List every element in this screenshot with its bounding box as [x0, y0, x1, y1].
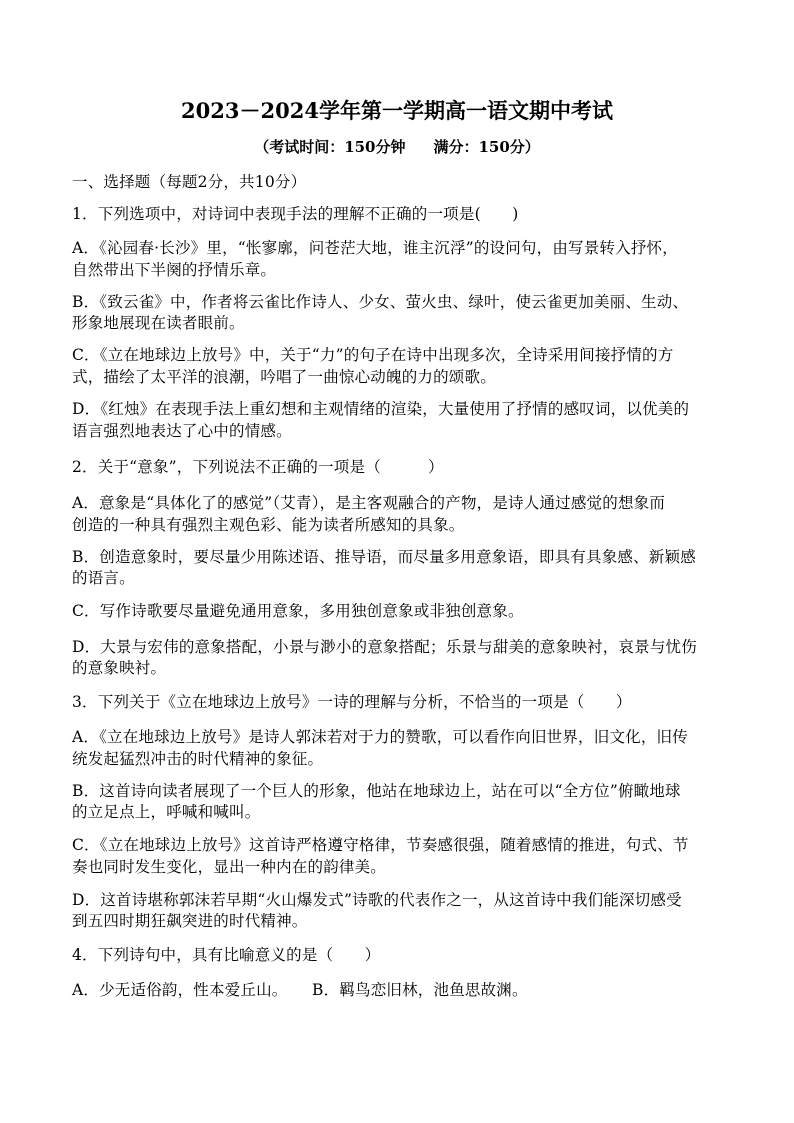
- option-a: 统发起猛烈冲击的时代精神的象征。: [72, 750, 324, 768]
- exam-title: 2023－2024学年第一学期高一语文期中考试: [181, 98, 613, 123]
- option-d: 语言强烈地表达了心中的情感。: [72, 422, 292, 440]
- section-heading: 一、选择题（每题2分，共10分）: [72, 173, 307, 191]
- option-b: B．《致云雀》中，作者将云雀比作诗人、少女、萤火虫、绿叶，使云雀更加美丽、生动、: [72, 293, 689, 311]
- full-score: 满分：150分）: [433, 138, 540, 156]
- question-stem: 1．下列选项中，对诗词中表现手法的理解不正确的一项是( ): [72, 205, 519, 223]
- option-d: 到五四时期狂飙突进的时代精神。: [72, 912, 308, 930]
- option-d: D．大景与宏伟的意象搭配，小景与渺小的意象搭配；乐景与甜美的意象映衬，哀景与忧伤: [72, 638, 697, 656]
- option-d: D．这首诗堪称郭沫若早期“火山爆发式”诗歌的代表作之一，从这首诗中我们能深切感受: [72, 891, 682, 909]
- option-d: D．《红烛》在表现手法上重幻想和主观情绪的渲染，大量使用了抒情的感叹词，以优美的: [72, 400, 690, 418]
- option-b: B．羁鸟恋旧林，池鱼思故渊。: [312, 981, 528, 999]
- option-b: B．这首诗向读者展现了一个巨人的形象，他站在地球边上，站在可以“全方位”俯瞰地球: [72, 782, 681, 800]
- option-c: 奏也同时发生变化，显出一种内在的韵律美。: [72, 858, 387, 876]
- option-c: C．《立在地球边上放号》中，关于“力”的句子在诗中出现多次，全诗采用间接抒情的方: [72, 346, 674, 364]
- exam-subtitle: [0, 137, 794, 157]
- option-c: C．写作诗歌要尽量避免通用意象，多用独创意象或非独创意象。: [72, 602, 524, 620]
- option-a: A．《立在地球边上放号》是诗人郭沫若对于力的赞歌，可以看作向旧世界，旧文化，旧传: [72, 728, 688, 746]
- option-c: 式，描绘了太平洋的浪潮，吟唱了一曲惊心动魄的力的颂歌。: [72, 368, 496, 386]
- option-a: 自然带出下半阕的抒情乐章。: [72, 261, 277, 279]
- option-a: 创造的一种具有强烈主观色彩、能为读者所感知的具象。: [72, 516, 465, 534]
- option-d: 的意象映衬。: [72, 659, 167, 677]
- option-c: C．《立在地球边上放号》这首诗严格遵守格律，节奏感很强，随着感情的推进，句式、节: [72, 836, 689, 854]
- option-a: A．意象是“具体化了的感觉”（艾青），是主客观融合的产物，是诗人通过感觉的想象而: [72, 494, 666, 512]
- option-b: 形象地展现在读者眼前。: [72, 314, 245, 332]
- question-stem: 3．下列关于《立在地球边上放号》一诗的理解与分析，不恰当的一项是（ ）: [72, 693, 632, 711]
- question-stem: 4．下列诗句中，具有比喻意义的是（ ）: [72, 946, 381, 964]
- option-b: 的语言。: [72, 569, 135, 587]
- question-stem: 2．关于“意象”，下列说法不正确的一项是（ ）: [72, 458, 444, 476]
- option-a: A．少无适俗韵，性本爱丘山。: [72, 981, 288, 999]
- exam-time: （考试时间：150分钟: [254, 138, 406, 156]
- option-b: B．创造意象时，要尽量少用陈述语、推导语，而尽量多用意象语，即具有具象感、新颖感: [72, 548, 696, 566]
- option-a: A．《沁园春·长沙》里，“怅寥廓，问苍茫大地，谁主沉浮”的设问句，由写景转入抒怀，: [72, 239, 678, 257]
- option-b: 的立足点上，呼喊和喊叫。: [72, 803, 261, 821]
